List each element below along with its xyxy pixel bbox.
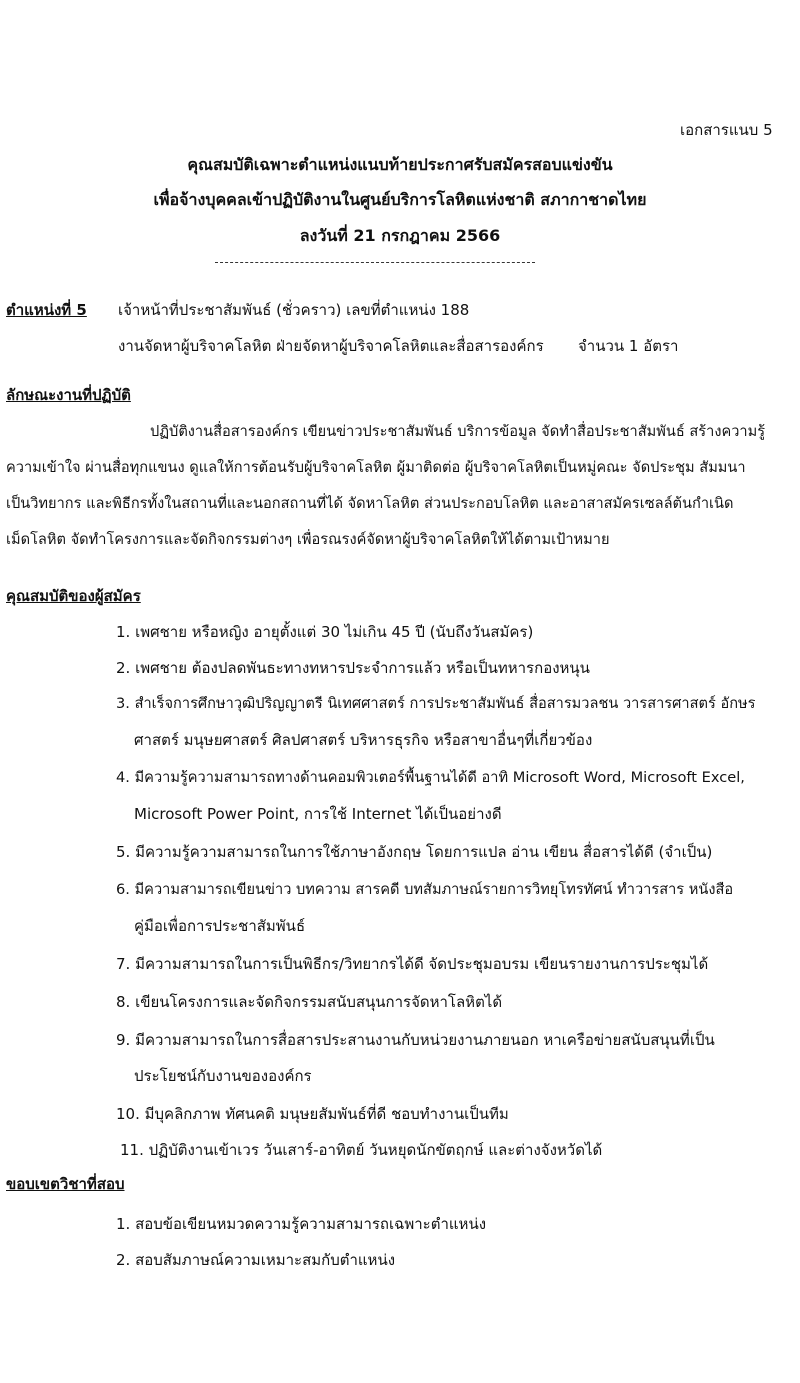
qualification-item: 10. มีบุคลิกภาพ ทัศนคติ มนุษยสัมพันธ์ที่ดี ชอบทำงานเป็นทีม bbox=[116, 1105, 509, 1123]
qualification-item-continued: คู่มือเพื่อการประชาสัมพันธ์ bbox=[134, 917, 306, 935]
position-quota: จำนวน 1 อัตรา bbox=[578, 337, 679, 355]
qualification-item-continued: ประโยชน์กับงานขององค์กร bbox=[134, 1067, 312, 1085]
qualification-item-continued: Microsoft Power Point, การใช้ Internet ได้เป็นอย่างดี bbox=[134, 805, 502, 823]
job-line-1: ปฏิบัติงานสื่อสารองค์กร เขียนข่าวประชาสัมพันธ์ บริการข้อมูล จัดทำสื่อประชาสัมพันธ์ สร้างความรู้ bbox=[150, 423, 766, 440]
qualification-item: 1. เพศชาย หรือหญิง อายุตั้งแต่ 30 ไม่เกิน 45 ปี (นับถึงวันสมัคร) bbox=[116, 623, 534, 641]
position-unit: งานจัดหาผู้บริจาคโลหิต ฝ่ายจัดหาผู้บริจาคโลหิตและสื่อสารองค์กร bbox=[118, 337, 544, 355]
qualification-item-continued: ศาสตร์ มนุษยศาสตร์ ศิลปศาสตร์ บริหารธุรกิจ หรือสาขาอื่นๆที่เกี่ยวข้อง bbox=[134, 731, 593, 749]
exam-heading: ขอบเขตวิชาที่สอบ bbox=[6, 1175, 125, 1193]
position-label: ตำแหน่งที่ 5 bbox=[6, 301, 87, 319]
separator-line bbox=[215, 262, 535, 263]
qualification-item: 2. เพศชาย ต้องปลดพันธะทางทหารประจำการแล้ว หรือเป็นทหารกองหนุน bbox=[116, 659, 590, 677]
title-line-2: เพื่อจ้างบุคคลเข้าปฏิบัติงานในศูนย์บริการโลหิตแห่งชาติ สภากาชาดไทย bbox=[153, 190, 647, 209]
qualification-item: 7. มีความสามารถในการเป็นพิธีกร/วิทยากรได้ดี จัดประชุมอบรม เขียนรายงานการประชุมได้ bbox=[116, 955, 709, 973]
qualification-item: 3. สำเร็จการศึกษาวุฒิปริญญาตรี นิเทศศาสตร์ การประชาสัมพันธ์ สื่อสารมวลชน วารสารศาสตร์ อักษร bbox=[116, 695, 756, 712]
qualification-item: 4. มีความรู้ความสามารถทางด้านคอมพิวเตอร์พื้นฐานได้ดี อาทิ Microsoft Word, Microsoft Excel, bbox=[116, 769, 745, 786]
job-heading: ลักษณะงานที่ปฏิบัติ bbox=[6, 386, 131, 404]
job-line-4: เม็ดโลหิต จัดทำโครงการและจัดกิจกรรมต่างๆ เพื่อรณรงค์จัดหาผู้บริจาคโลหิตให้ได้ตามเป้าหมาย bbox=[6, 531, 610, 548]
qualification-item: 11. ปฏิบัติงานเข้าเวร วันเสาร์-อาทิตย์ วันหยุดนักขัตฤกษ์ และต่างจังหวัดได้ bbox=[120, 1141, 603, 1159]
job-line-3: เป็นวิทยากร และพิธีกรทั้งในสถานที่และนอกสถานที่ได้ จัดหาโลหิต ส่วนประกอบโลหิต และอาสาสมัครเซลล์ต้นกำเนิด bbox=[6, 495, 734, 512]
title-line-1: คุณสมบัติเฉพาะตำแหน่งแนบท้ายประกาศรับสมัครสอบแข่งขัน bbox=[187, 155, 613, 174]
qualification-item: 5. มีความรู้ความสามารถในการใช้ภาษาอังกฤษ โดยการแปล อ่าน เขียน สื่อสารได้ดี (จำเป็น) bbox=[116, 843, 713, 861]
qualification-item: 9. มีความสามารถในการสื่อสารประสานงานกับหน่วยงานภายนอก หาเครือข่ายสนับสนุนที่เป็น bbox=[116, 1031, 715, 1049]
title-line-3: ลงวันที่ 21 กรกฎาคม 2566 bbox=[299, 226, 501, 245]
qualification-item: 6. มีความสามารถเขียนข่าว บทความ สารคดี บทสัมภาษณ์รายการวิทยุโทรทัศน์ ทำวารสาร หนังสือ bbox=[116, 881, 734, 898]
exam-item: 1. สอบข้อเขียนหมวดความรู้ความสามารถเฉพาะตำแหน่ง bbox=[116, 1215, 487, 1233]
attachment-label: เอกสารแนบ 5 bbox=[680, 121, 773, 139]
position-name: เจ้าหน้าที่ประชาสัมพันธ์ (ชั่วคราว) เลขที่ตำแหน่ง 188 bbox=[118, 301, 470, 319]
exam-item: 2. สอบสัมภาษณ์ความเหมาะสมกับตำแหน่ง bbox=[116, 1251, 396, 1269]
qualification-heading: คุณสมบัติของผู้สมัคร bbox=[6, 587, 141, 605]
job-line-2: ความเข้าใจ ผ่านสื่อทุกแขนง ดูแลให้การต้อนรับผู้บริจาคโลหิต ผู้มาติดต่อ ผู้บริจาคโลหิตเป็นหมู่คณะ จัดประชุม สัมมนา bbox=[6, 459, 746, 476]
qualification-item: 8. เขียนโครงการและจัดกิจกรรมสนับสนุนการจัดหาโลหิตได้ bbox=[116, 993, 503, 1011]
